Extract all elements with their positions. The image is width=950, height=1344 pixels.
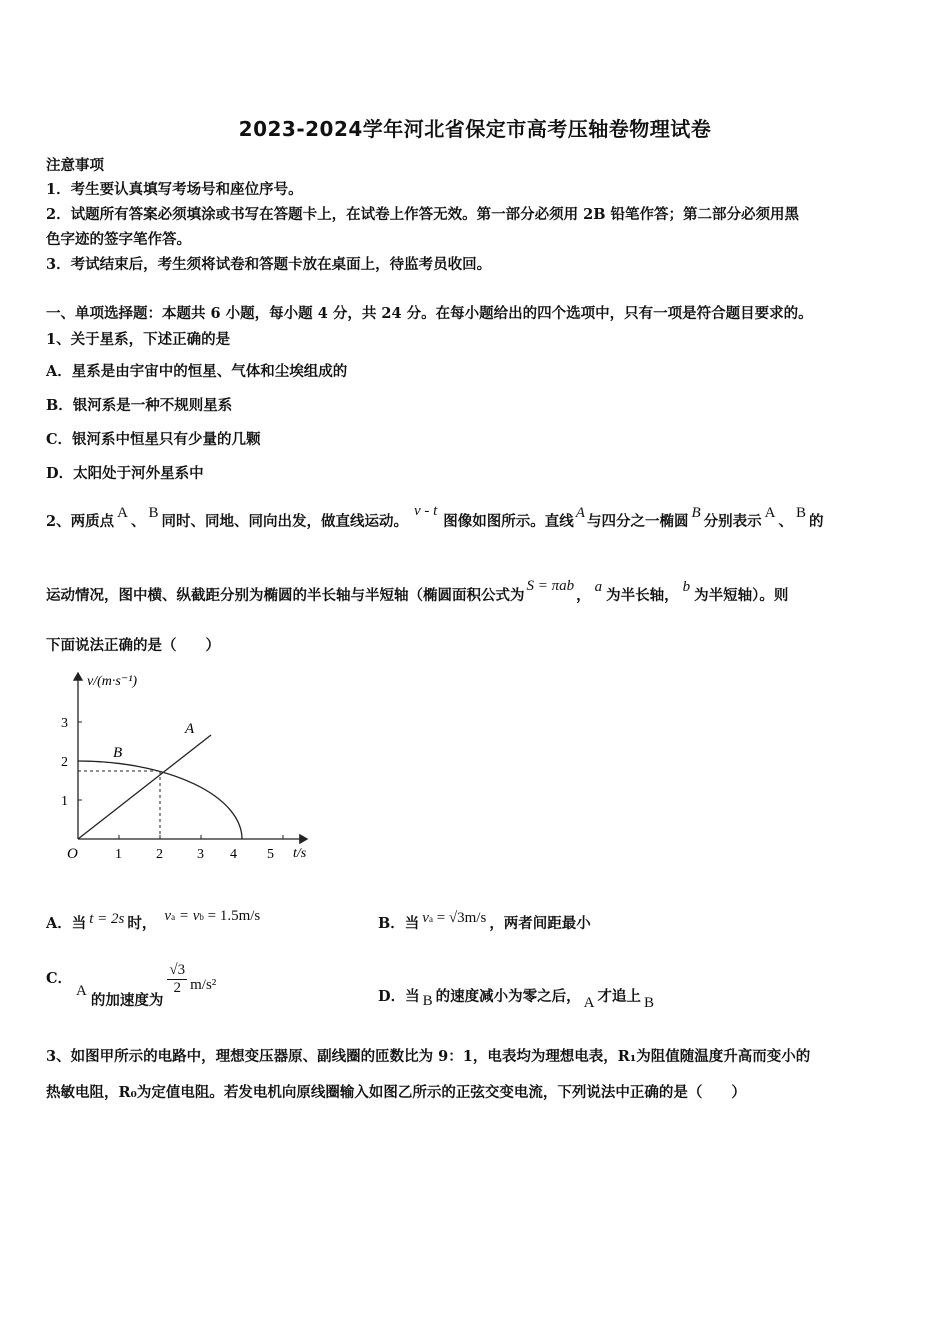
x-tick-label: 5: [267, 847, 274, 862]
q1-option-c: C．银河系中恒星只有少量的几颗: [46, 431, 261, 448]
q2-option-c: C．A的加速度为 $\frac{√3}{2}$ m/s²: [46, 962, 217, 1009]
q1-option-a: A．星系是由宇宙中的恒星、气体和尘埃组成的: [46, 363, 348, 380]
q2-option-d: D．当 B 的速度减小为零之后， A 才追上 B: [378, 988, 654, 1011]
notice-item-3: 3．考试结束后，考生须将试卷和答题卡放在桌面上，待监考员收回。: [46, 256, 492, 273]
y-tick-label: 2: [61, 755, 68, 770]
x-tick-label: 3: [197, 847, 204, 862]
q2-line-1: 2、两质点 A 、 B 同时、同地、同向出发，做直线运动。v - t图像如图所示。直线 A 与四分之一椭圆 B 分别表示 A 、 B 的: [46, 503, 824, 530]
y-tick-label: 1: [61, 794, 68, 809]
y-axis-label: v/(m·s⁻¹): [87, 674, 138, 689]
section-heading: 一、单项选择题：本题共 6 小题，每小题 4 分，共 24 分。在每小题给出的四个选项中，只有一项是符合题目要求的。: [46, 305, 813, 322]
x-axis-label: t/s: [293, 846, 307, 861]
page-title: 2023-2024学年河北省保定市高考压轴卷物理试卷: [238, 117, 712, 141]
q3-line-2: 热敏电阻，R₀为定值电阻。若发电机向原线圈输入如图乙所示的正弦交变电流，下列说法中正确的是（ ）: [46, 1084, 746, 1101]
vt-graph: [55, 665, 325, 870]
line-a: [78, 735, 211, 839]
q1-stem: 1、关于星系，下述正确的是: [46, 331, 231, 348]
y-tick-label: 3: [61, 716, 68, 731]
x-tick-label: 2: [156, 847, 163, 862]
notice-heading: 注意事项: [46, 157, 104, 174]
x-tick-label: 4: [230, 847, 237, 862]
notice-item-2-cont: 色字迹的签字笔作答。: [46, 231, 191, 248]
curve-label-b: B: [113, 745, 123, 761]
notice-item-2: 2．试题所有答案必须填涂或书写在答题卡上，在试卷上作答无效。第一部分必须用 2B 铅笔作答；第二部分必须用黑: [46, 206, 800, 223]
q1-option-d: D．太阳处于河外星系中: [46, 465, 204, 482]
q3-line-1: 3、如图甲所示的电路中，理想变压器原、副线圈的匝数比为 9：1，电表均为理想电表，R₁为阻值随温度升高而变小的: [46, 1048, 811, 1065]
q2-line-3: 下面说法正确的是（ ）: [46, 637, 220, 654]
notice-item-1: 1．考生要认真填写考场号和座位序号。: [46, 181, 303, 198]
q2-option-b: B．当 va = √3m/s ，两者间距最小: [378, 910, 591, 932]
q2-line-2: 运动情况，图中横、纵截距分别为椭圆的半长轴与半短轴（椭圆面积公式为S = πab， a 为半长轴， b 为半短轴）。则: [46, 578, 789, 604]
curve-label-a: A: [185, 721, 195, 737]
q2-option-a: A．当 t = 2s 时， va = vb = 1.5m/s: [46, 908, 261, 932]
x-tick-label: 1: [115, 847, 122, 862]
q1-option-b: B．银河系是一种不规则星系: [46, 397, 233, 414]
origin-label: O: [67, 846, 78, 862]
